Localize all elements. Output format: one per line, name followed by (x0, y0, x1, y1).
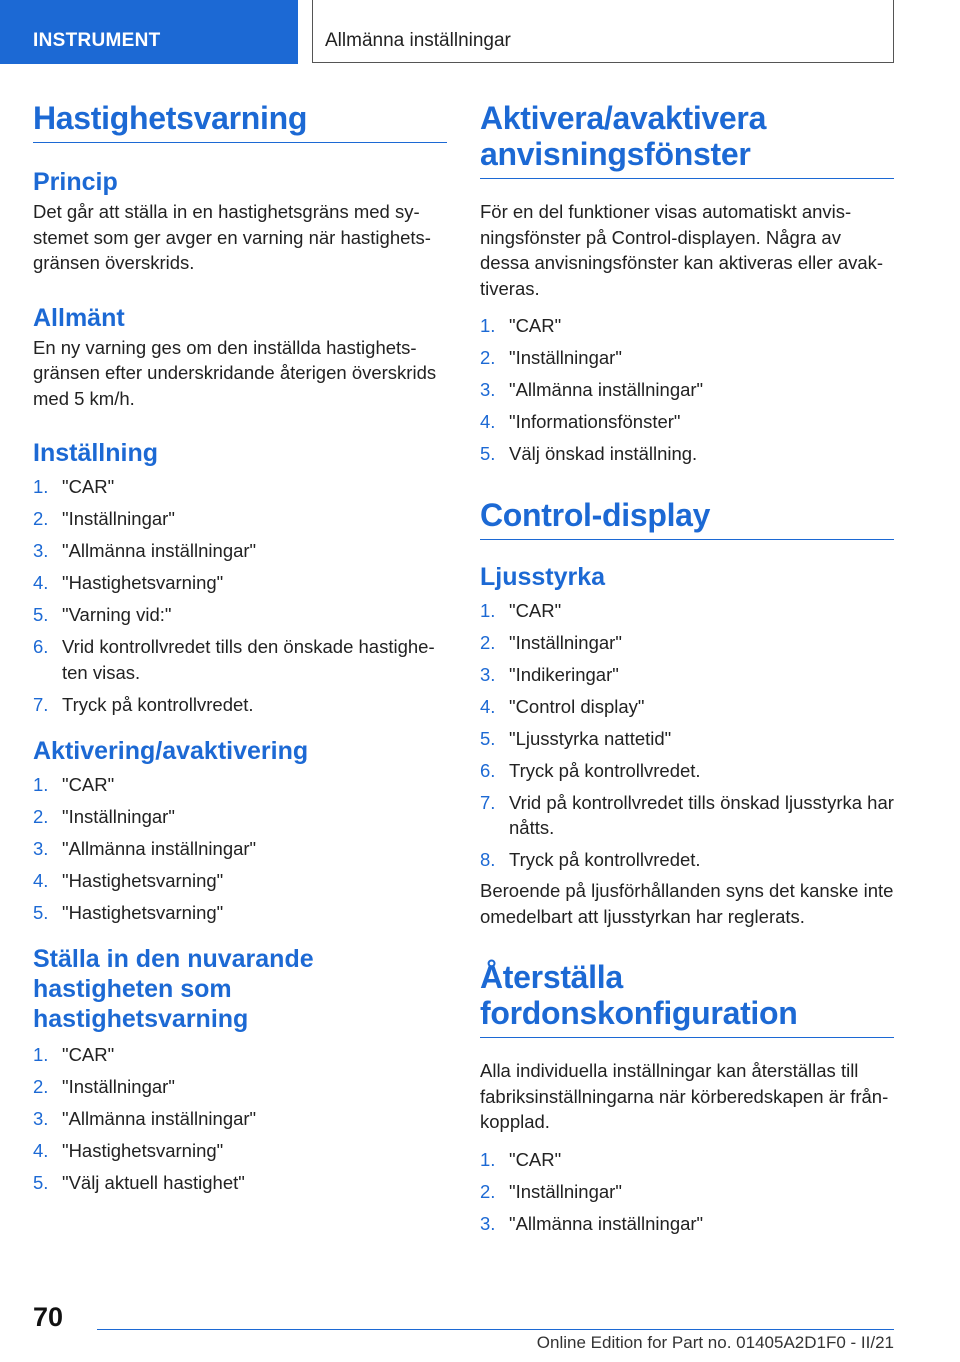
anvisning-title: Aktivera/avaktivera anvisningsfönster (480, 100, 767, 172)
step-text: "Control display" (509, 695, 645, 717)
step-number: 3. (33, 540, 49, 561)
step-item (480, 847, 894, 873)
step-item (480, 345, 894, 371)
step-item (480, 1179, 894, 1205)
step-text: Vrid kontrollvredet tills den önskade hastighe-ten visas. (62, 636, 435, 683)
step-item (33, 602, 447, 628)
section-tab (0, 0, 298, 64)
reset-steps (480, 1147, 894, 1237)
ljusstyrka-steps (480, 598, 894, 873)
step-text: "Allmänna inställningar" (509, 379, 704, 400)
step-text: "Välj aktuell hastighet" (62, 1171, 245, 1193)
step-number: 4. (33, 870, 49, 891)
step-text: "Inställningar" (62, 1075, 175, 1097)
step-item (33, 506, 447, 532)
step-item (33, 634, 447, 685)
step-item (480, 409, 894, 435)
step-text: "Allmänna inställningar" (509, 1212, 704, 1234)
step-item (33, 474, 447, 500)
step-number: 5. (33, 604, 49, 625)
step-text: "Varning vid:" (62, 604, 172, 625)
step-text: "Hastighetsvarning" (62, 572, 224, 593)
step-number: 7. (480, 791, 496, 813)
step-number: 4. (33, 1139, 49, 1161)
step-number: 4. (480, 695, 496, 717)
princip-heading: Princip (33, 168, 118, 196)
step-text: "Hastighetsvarning" (62, 1139, 224, 1161)
step-text: Välj önskad inställning. (509, 443, 698, 464)
aktivering-steps (33, 772, 447, 926)
step-text: "CAR" (509, 1148, 562, 1170)
step-number: 5. (33, 902, 49, 923)
right-column (480, 100, 894, 1243)
step-text: Tryck på kontrollvredet. (509, 759, 701, 781)
step-text: "Allmänna inställningar" (62, 1107, 257, 1129)
step-number: 2. (480, 1180, 496, 1202)
step-item (33, 692, 447, 718)
step-number: 3. (33, 1107, 49, 1129)
step-text: "Inställningar" (62, 806, 175, 827)
step-item (33, 804, 447, 830)
step-text: Vrid på kontrollvredet tills önskad ljusstyrka har nåtts. (509, 791, 894, 838)
step-number: 5. (33, 1171, 49, 1193)
speed-warning-title: Hastighetsvarning (33, 100, 447, 143)
step-text: Tryck på kontrollvredet. (509, 849, 701, 870)
step-item (480, 313, 894, 339)
step-text: "CAR" (62, 476, 115, 497)
step-number: 2. (33, 508, 49, 529)
allmant-text: En ny varning ges om den inställda hastighets-gränsen efter underskridande återigen överskrids med 5 km/h. (33, 336, 437, 409)
step-number: 3. (33, 838, 49, 859)
anvisning-steps (480, 313, 894, 467)
step-item (480, 630, 894, 656)
step-number: 2. (480, 631, 496, 653)
step-number: 3. (480, 379, 496, 400)
aktivering-heading: Aktivering/avaktivering (33, 737, 309, 765)
reset-title: Återställa fordonskonfiguration (480, 959, 798, 1031)
step-item (33, 570, 447, 596)
step-number: 1. (33, 1043, 49, 1065)
step-item (33, 1074, 447, 1100)
step-item (480, 598, 894, 624)
step-number: 1. (33, 774, 49, 795)
step-item (480, 790, 894, 841)
step-item (33, 1106, 447, 1132)
step-item (480, 441, 894, 467)
step-text: "Inställningar" (509, 1180, 622, 1202)
step-number: 4. (33, 572, 49, 593)
step-number: 6. (480, 759, 496, 781)
nuvarande-heading: Ställa in den nuvarande hastigheten som hastighetsvarning (33, 944, 314, 1033)
step-item (480, 758, 894, 784)
step-text: "CAR" (509, 599, 562, 621)
reset-text: Alla individuella inställningar kan återställas till fabriksinställningarna när körberedskapen är från-kopplad. (480, 1060, 889, 1132)
anvisning-rule (480, 178, 894, 179)
step-text: "Indikeringar" (509, 663, 619, 685)
step-item (480, 377, 894, 403)
step-number: 5. (480, 727, 496, 749)
step-text: "Allmänna inställningar" (62, 838, 257, 859)
step-item (33, 538, 447, 564)
section-label: INSTRUMENT (33, 30, 161, 51)
step-number: 1. (480, 315, 496, 336)
step-number: 1. (480, 1148, 496, 1170)
step-number: 1. (480, 599, 496, 621)
step-item (480, 726, 894, 752)
step-number: 1. (33, 476, 49, 497)
step-item (33, 1042, 447, 1068)
ljusstyrka-note: Beroende på ljusförhållanden syns det kanske inte omedelbart att ljusstyrkan har reglerats. (480, 880, 894, 927)
step-text: "CAR" (62, 774, 115, 795)
step-text: "Allmänna inställningar" (62, 540, 257, 561)
step-text: "CAR" (62, 1043, 115, 1065)
step-number: 5. (480, 443, 496, 464)
step-item (480, 1147, 894, 1173)
princip-text: Det går att ställa in en hastighetsgräns med sy-stemet som ger avger en varning när hastighets-gränsen överskrids. (33, 201, 431, 273)
allmant-heading: Allmänt (33, 303, 125, 332)
step-text: Tryck på kontrollvredet. (62, 693, 254, 715)
step-number: 6. (33, 636, 49, 657)
step-text: "Hastighetsvarning" (62, 902, 224, 923)
step-item (33, 900, 447, 926)
step-number: 2. (33, 1075, 49, 1097)
step-item (480, 1211, 894, 1237)
anvisning-text: För en del funktioner visas automatiskt anvis-ningsfönster på Control-displayen. Några av dessa anvisningsfönster kan aktiveras eller avak-tiveras. (480, 201, 884, 299)
step-text: "Inställningar" (62, 508, 175, 529)
footer-edition: Online Edition for Part no. 01405A2D1F0 - II/21 (536, 1333, 894, 1352)
step-number: 2. (33, 806, 49, 827)
step-item (480, 694, 894, 720)
reset-rule (480, 1037, 894, 1038)
step-number: 4. (480, 411, 496, 432)
step-number: 8. (480, 849, 496, 870)
step-text: "CAR" (509, 315, 562, 336)
nuvarande-steps (33, 1042, 447, 1196)
ljusstyrka-heading: Ljusstyrka (480, 562, 606, 591)
chapter-label: Allmänna inställningar (325, 30, 511, 51)
step-text: "Hastighetsvarning" (62, 870, 224, 891)
step-number: 7. (33, 693, 49, 715)
chapter-tab (312, 0, 894, 63)
step-item (33, 1170, 447, 1196)
control-display-title: Control-display (480, 497, 894, 540)
step-item (33, 1138, 447, 1164)
step-text: "Inställningar" (509, 631, 622, 653)
step-number: 2. (480, 347, 496, 368)
page-number: 70 (33, 1302, 64, 1332)
step-text: "Informationsfönster" (509, 411, 681, 432)
footer-rule (97, 1329, 894, 1330)
installning-steps (33, 474, 447, 717)
step-text: "Inställningar" (509, 347, 622, 368)
installning-heading: Inställning (33, 439, 158, 467)
step-text: "Ljusstyrka nattetid" (509, 727, 672, 749)
step-item (33, 836, 447, 862)
step-item (480, 662, 894, 688)
step-number: 3. (480, 1212, 496, 1234)
step-item (33, 772, 447, 798)
step-number: 3. (480, 663, 496, 685)
step-item (33, 868, 447, 894)
left-column (33, 100, 447, 1202)
